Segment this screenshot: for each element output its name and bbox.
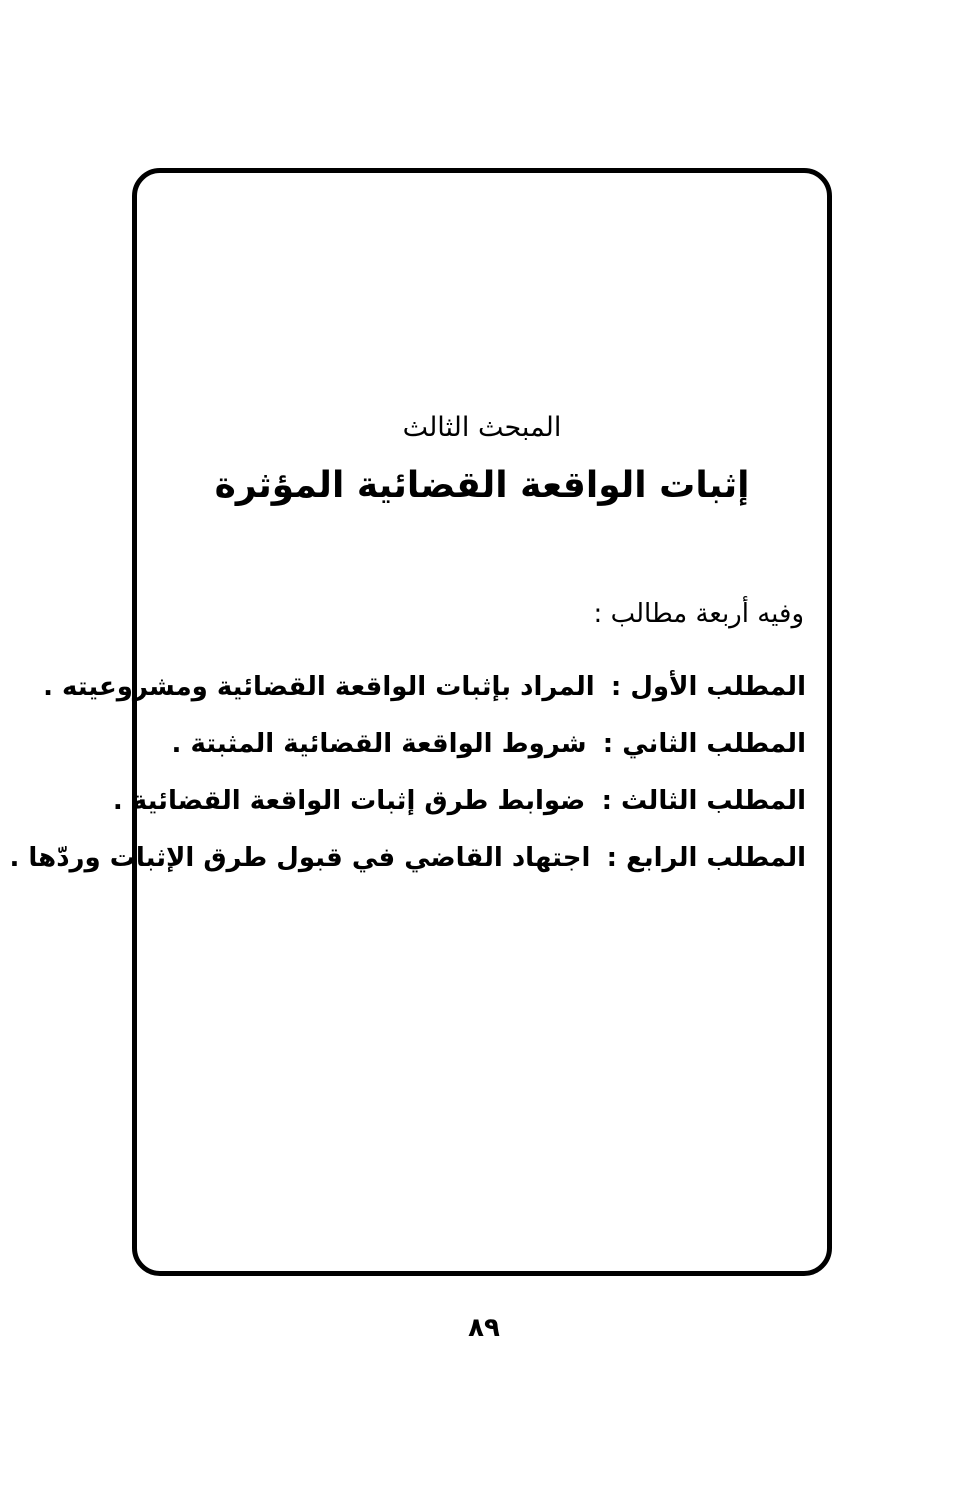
subsection-text: اجتهاد القاضي في قبول طرق الإثبات وردّها .	[9, 843, 591, 873]
subsection-list	[9, 664, 806, 892]
list-item	[146, 721, 806, 778]
subsection-label: المطلب الرابع :	[606, 843, 806, 873]
subsection-text: شروط الواقعة القضائية المثبتة .	[171, 729, 587, 759]
subsection-text: ضوابط طرق إثبات الواقعة القضائية .	[112, 786, 586, 816]
subsection-label: المطلب الثاني :	[602, 729, 806, 759]
list-item	[43, 664, 806, 721]
list-item	[9, 835, 806, 892]
page-number: ٨٩	[468, 1313, 500, 1343]
list-item	[112, 778, 806, 835]
section-title: إثبات الواقعة القضائية المؤثرة	[214, 465, 750, 506]
subsection-label: المطلب الأول :	[610, 672, 806, 702]
intro-text: وفيه أربعة مطالب :	[593, 599, 804, 629]
section-label: المبحث الثالث	[402, 412, 562, 443]
subsection-text: المراد بإثبات الواقعة القضائية ومشروعيته .	[43, 672, 595, 702]
subsection-label: المطلب الثالث :	[601, 786, 806, 816]
